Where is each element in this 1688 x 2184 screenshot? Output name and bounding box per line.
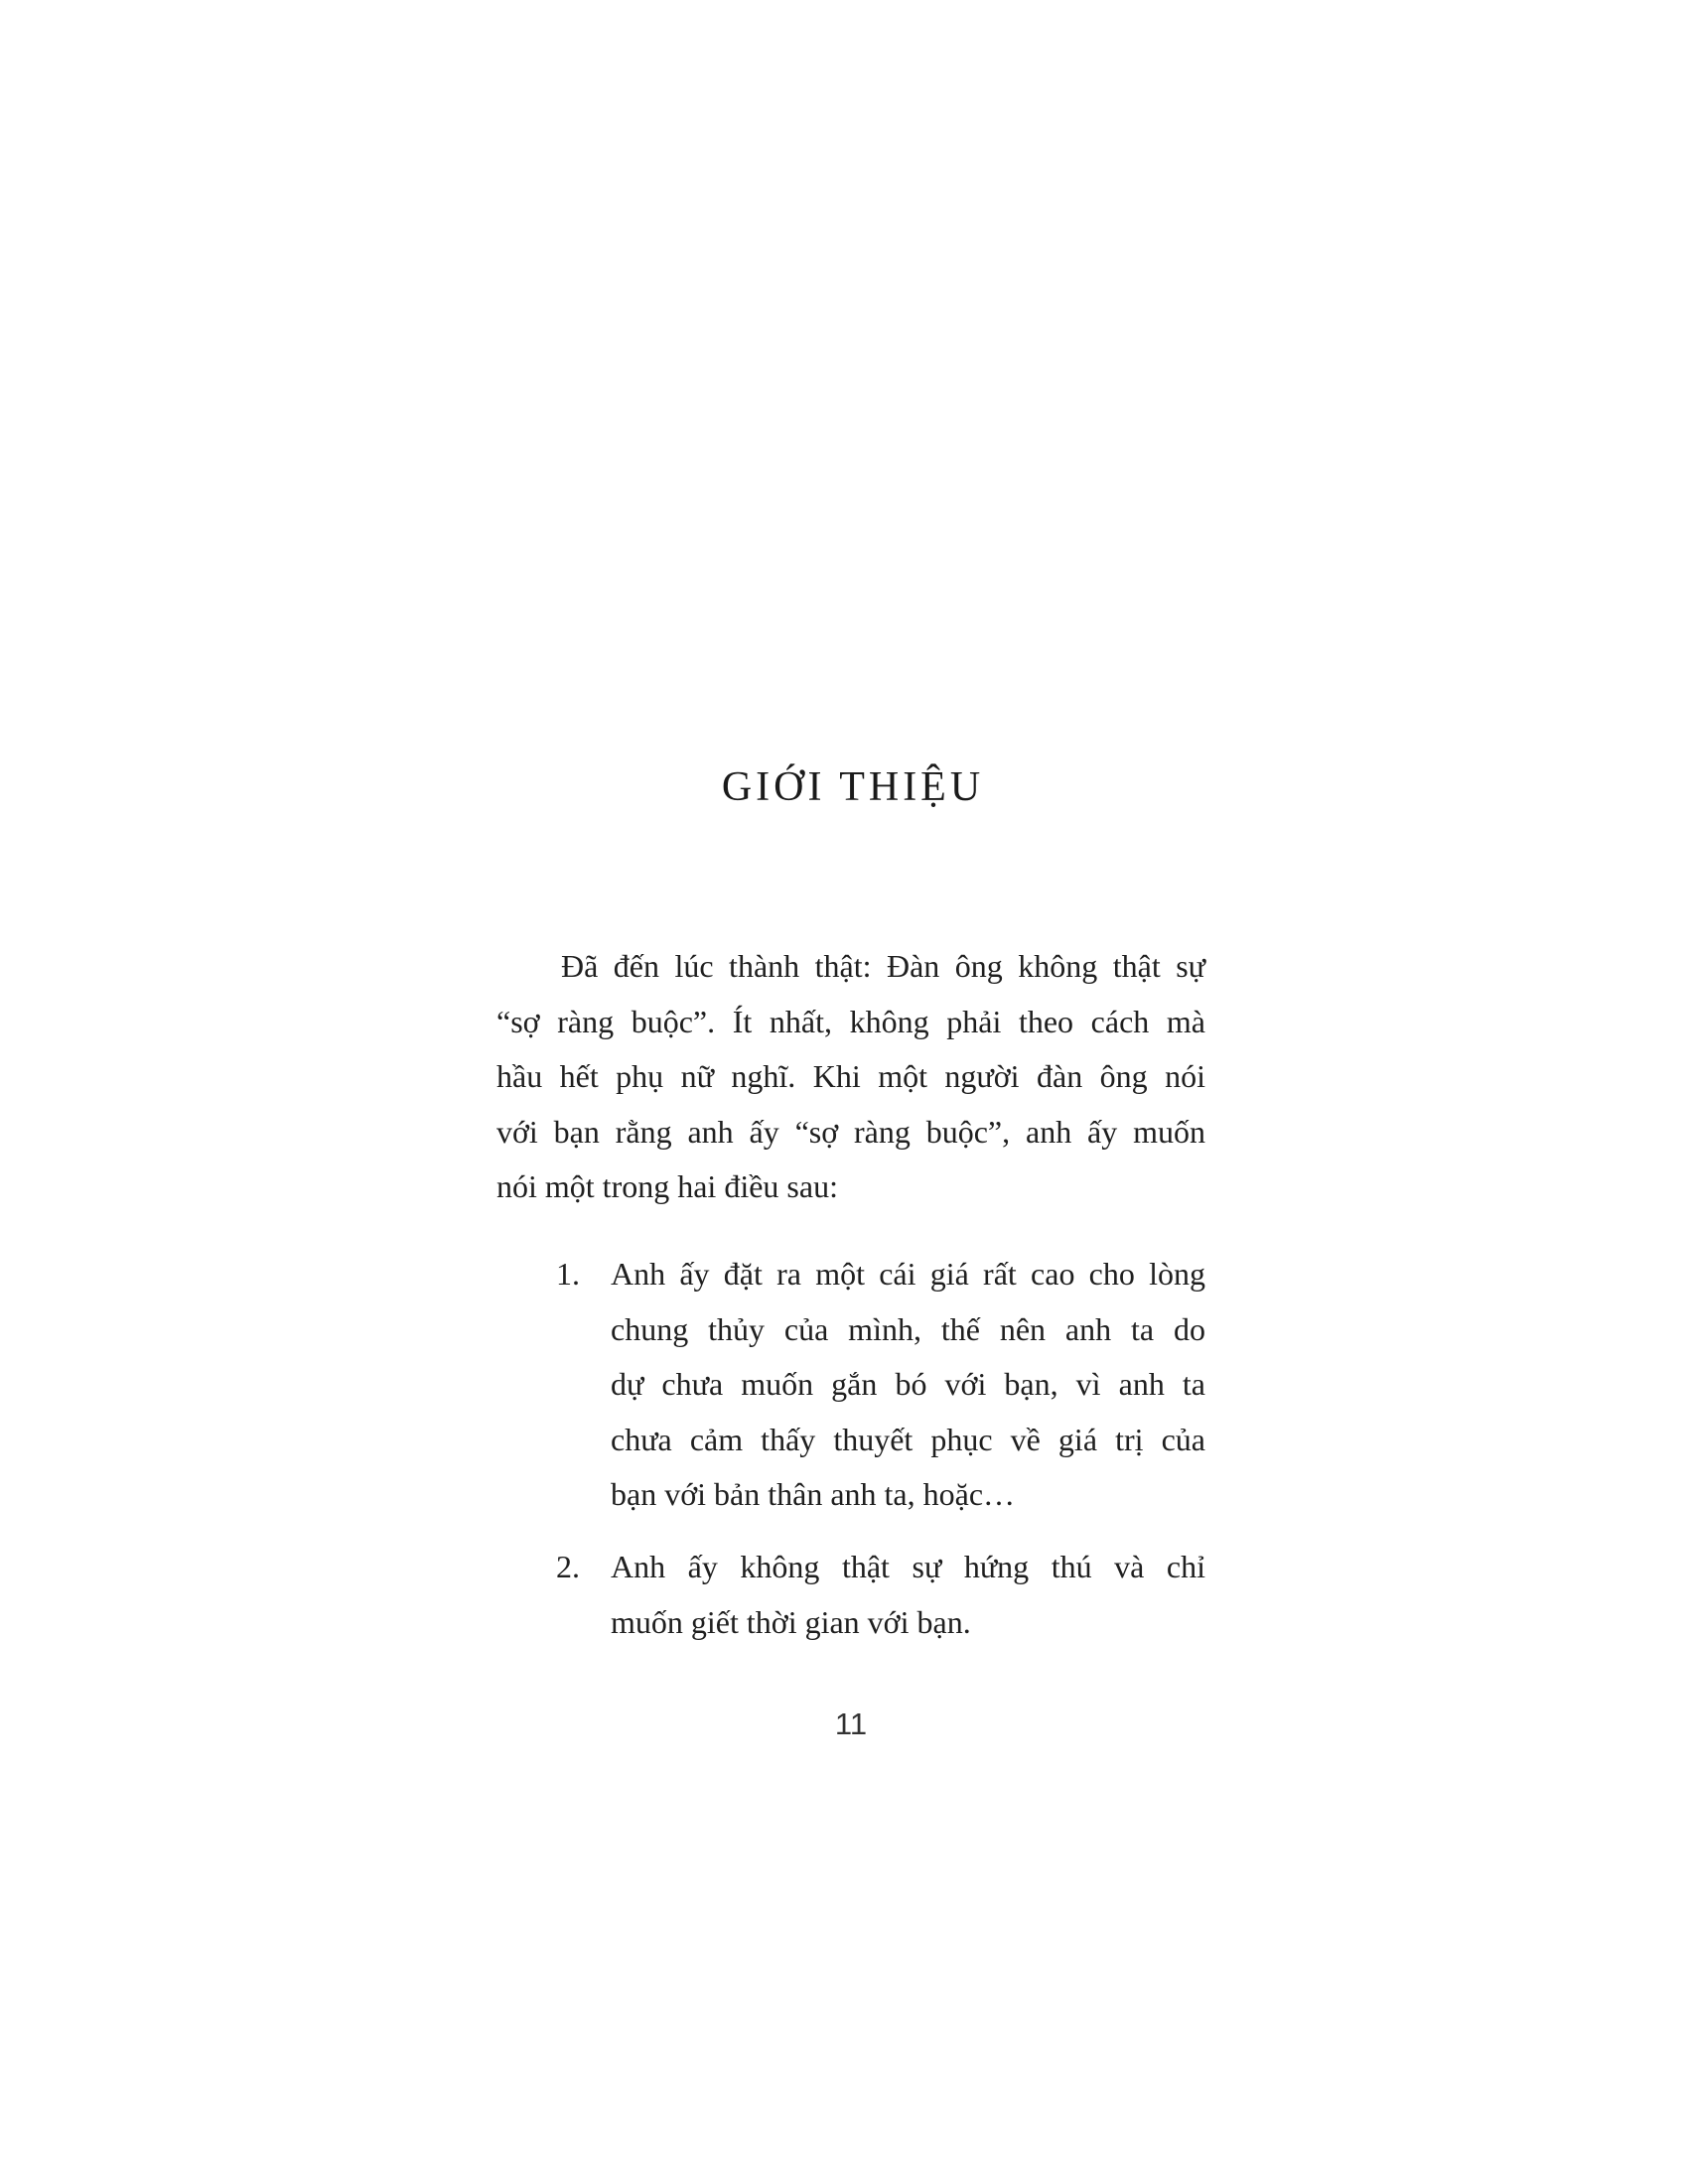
text-line: bạn với bản thân anh ta, hoặc… (611, 1476, 1016, 1512)
text-line: chung thủy của mình, thế nên anh ta do (611, 1310, 1205, 1347)
list-item-2 (556, 1540, 1205, 1650)
text-line: chưa cảm thấy thuyết phục về giá trị của (611, 1421, 1205, 1457)
text-line: với bạn rằng anh ấy “sợ ràng buộc”, anh ấy muốn (496, 1113, 1205, 1150)
text-line: Anh ấy không thật sự hứng thú và chỉ (611, 1549, 1205, 1584)
text-line: muốn giết thời gian với bạn. (611, 1603, 971, 1640)
text-line: hầu hết phụ nữ nghĩ. Khi một người đàn ông nói (496, 1058, 1205, 1094)
list-item-2-text (611, 1540, 1205, 1650)
text-line: Anh ấy đặt ra một cái giá rất cao cho lòng (611, 1256, 1205, 1292)
page-number: 11 (834, 1706, 868, 1741)
intro-paragraph (496, 939, 1205, 1215)
text-line: “sợ ràng buộc”. Ít nhất, không phải theo cách mà (496, 1003, 1205, 1039)
list-item-1-text (611, 1247, 1205, 1523)
list-item-1 (556, 1247, 1205, 1523)
text-line: nói một trong hai điều sau: (496, 1168, 838, 1204)
text-line: dự chưa muốn gắn bó với bạn, vì anh ta (611, 1366, 1205, 1402)
chapter-title: GIỚI THIỆU (721, 764, 985, 810)
list-item-1-number: 1. (556, 1256, 580, 1292)
list-item-2-number: 2. (556, 1549, 580, 1584)
text-line: Đã đến lúc thành thật: Đàn ông không thật sự (561, 948, 1205, 984)
